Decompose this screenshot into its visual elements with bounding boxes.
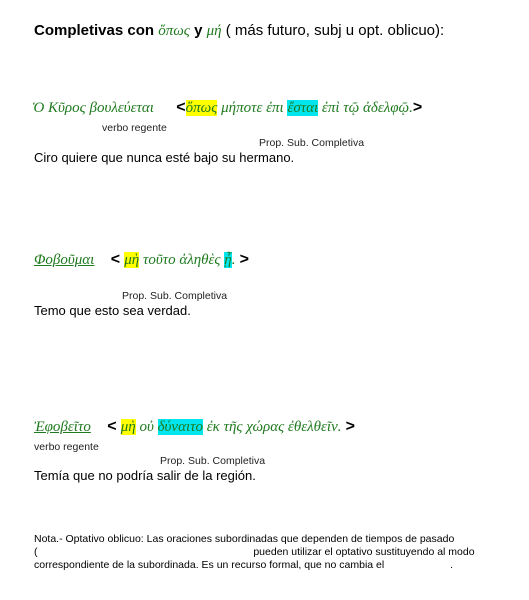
example1-prop-label: Prop. Sub. Completiva [259, 137, 365, 149]
example3-verb-label: verbo regente [34, 441, 99, 453]
title-prefix: Completivas con [34, 22, 155, 39]
title-greek-hopos: ὅπως [158, 23, 190, 39]
footnote-line2-rest: pueden utilizar el optativo sustituyendo al modo [253, 546, 475, 558]
example3-translation: Temía que no podría salir de la región. [34, 468, 256, 483]
example3-me: μὴ [120, 419, 136, 435]
example2-eta: ᾖ [224, 252, 232, 268]
example3-close-bracket: > [345, 418, 355, 435]
example2-dot: . [231, 252, 236, 268]
title-suffix: ( más futuro, subj u opt. oblicuo): [225, 22, 445, 39]
example2-open-bracket: < [110, 251, 121, 268]
example2-close-bracket: > [239, 251, 249, 268]
example1-open-bracket: < [176, 99, 186, 116]
example2-verb: Φοβοῦμαι [34, 252, 95, 268]
example1-line [32, 99, 422, 117]
example1-verb: Ὁ Κῦρος βουλεύεται [32, 100, 154, 116]
example1-hopos: ὅπως [185, 100, 218, 116]
example3-open-bracket: < [107, 418, 117, 435]
example3-verb: Ἐφοβεῖτο [34, 419, 91, 435]
footnote-line3 [34, 559, 514, 572]
example1-translation: Ciro quiere que nunca esté bajo su hermano. [34, 150, 295, 165]
footnote-line2 [34, 546, 514, 559]
example2-line [34, 251, 249, 269]
example3-prop-label: Prop. Sub. Completiva [160, 455, 266, 467]
example1-close-bracket: > [412, 99, 423, 116]
footnote-line1: Nota.- Optativo oblicuo: Las oraciones subordinadas que dependen de tiempos de pasado [34, 533, 455, 545]
footnote-line3-end: . [450, 559, 453, 571]
example1-rest: ἐπὶ τῷ ἀδελφῷ. [318, 100, 413, 116]
example3-line [34, 418, 355, 436]
footnote-line2-open: ( [34, 546, 38, 558]
example1-mid: μήποτε ἐπι [217, 100, 288, 116]
example2-mid: τοῦτο ἀληθὲς [139, 252, 225, 268]
title-conj: y [194, 22, 203, 39]
example2-prop-label: Prop. Sub. Completiva [122, 290, 228, 302]
example1-estai: ἔσται [287, 100, 319, 116]
example2-translation: Temo que esto sea verdad. [34, 303, 191, 318]
page-title [34, 22, 444, 40]
footnote-line3-text: correspondiente de la subordinada. Es un recurso formal, que no cambia el [34, 559, 385, 571]
title-greek-me: μή [206, 23, 222, 39]
example2-me: μὴ [124, 252, 140, 268]
example3-rest: ἐκ τῆς χώρας ἐθελθεῖν. [203, 419, 342, 435]
footnote [34, 533, 514, 572]
example1-verb-label: verbo regente [102, 122, 167, 134]
example3-ou: οὐ [135, 419, 158, 435]
example3-dynaito: δύναιτο [157, 419, 204, 435]
